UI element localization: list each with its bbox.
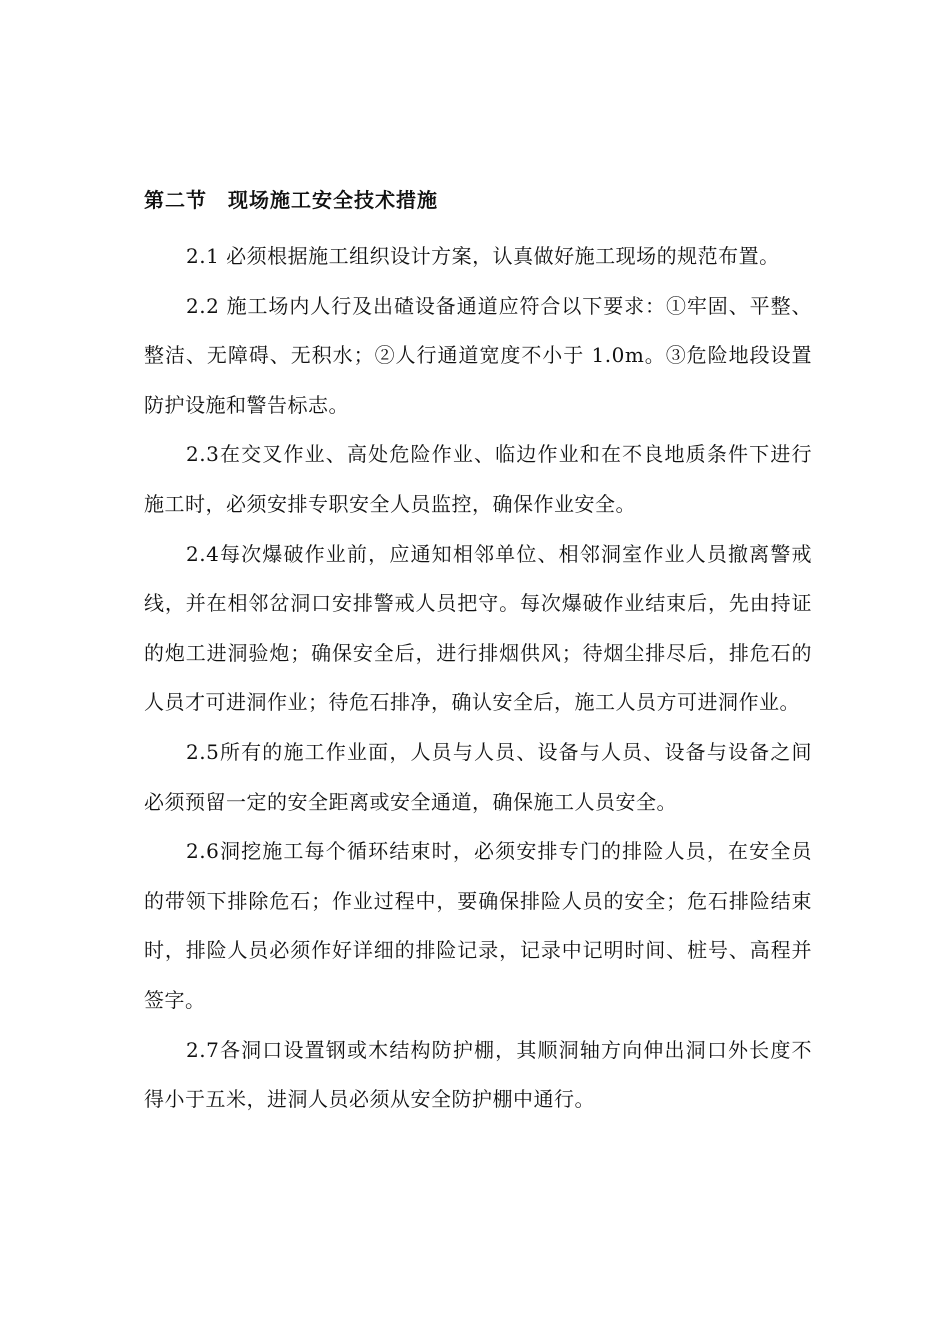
paragraph-2-4: 2.4每次爆破作业前，应通知相邻单位、相邻洞室作业人员撤离警戒线，并在相邻岔洞口安排警戒人员把守。每次爆破作业结束后，先由持证的炮工进洞验炮；确保安全后，进行排烟供风；待烟尘排尽后，排危石的人员才可进洞作业；待危石排净，确认安全后，施工人员方可进洞作业。 [144,541,812,715]
paragraph-2-6: 2.6洞挖施工每个循环结束时，必须安排专门的排险人员，在安全员的带领下排除危石；作业过程中，要确保排险人员的安全；危石排险结束时，排险人员必须作好详细的排险记录，记录中记明时间、桩号、高程并签字。 [144,839,812,1012]
paragraph-2-7: 2.7各洞口设置钢或木结构防护棚，其顺洞轴方向伸出洞口外长度不得小于五米，进洞人员必须从安全防护棚中通行。 [144,1037,812,1112]
document-body [144,178,812,1125]
paragraph-2-3: 2.3在交叉作业、高处危险作业、临边作业和在不良地质条件下进行施工时，必须安排专职安全人员监控，确保作业安全。 [144,442,812,516]
paragraph-2-5: 2.5所有的施工作业面，人员与人员、设备与人员、设备与设备之间必须预留一定的安全距离或安全通道，确保施工人员安全。 [144,739,812,814]
paragraph-2-1: 2.1 必须根据施工组织设计方案，认真做好施工现场的规范布置。 [186,244,780,268]
section-heading: 第二节 现场施工安全技术措施 [144,188,438,212]
paragraph-2-2: 2.2 施工场内人行及出碴设备通道应符合以下要求：①牢固、平整、整洁、无障碍、无积水；②人行通道宽度不小于 1.0m。③危险地段设置防护设施和警告标志。 [144,293,812,417]
